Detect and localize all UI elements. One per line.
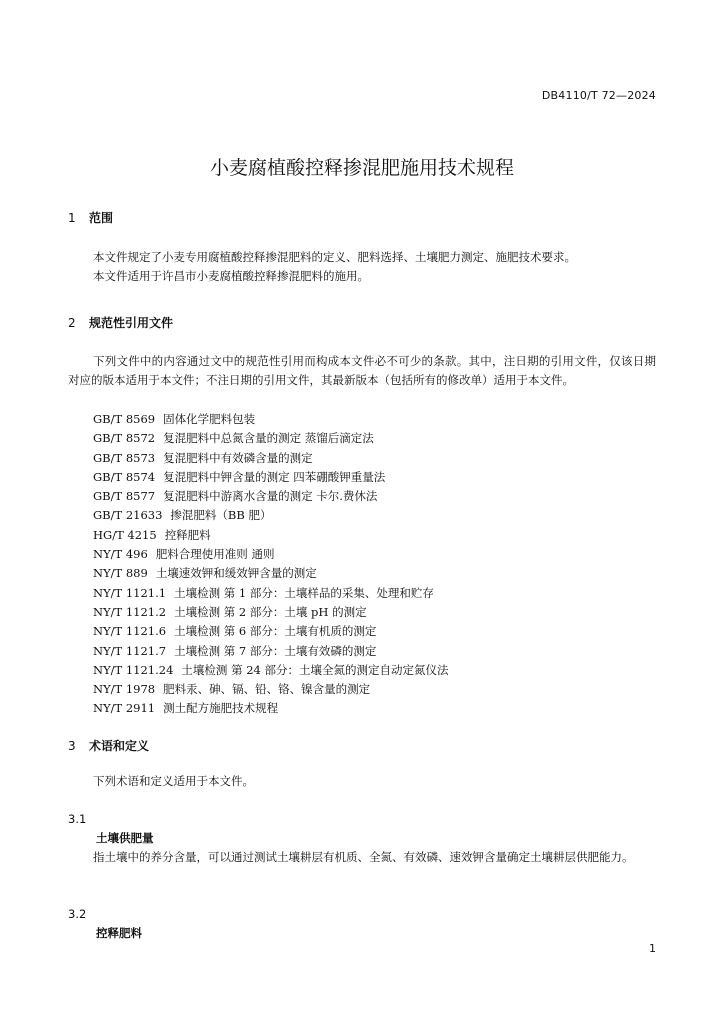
reference-list <box>93 410 653 719</box>
reference-code: GB/T 8577 <box>93 489 156 504</box>
reference-item <box>93 545 653 564</box>
scope-line-2: 本文件适用于许昌市小麦腐植酸控释掺混肥料的施用。 <box>93 269 369 283</box>
section-1-title: 范围 <box>89 211 114 225</box>
reference-code: GB/T 21633 <box>93 508 163 523</box>
reference-title: 肥料合理使用准则 通则 <box>155 547 275 562</box>
reference-title: 土壤检测 第 1 部分：土壤样品的采集、处理和贮存 <box>174 585 434 600</box>
section-2-title: 规范性引用文件 <box>89 316 174 330</box>
reference-title: 土壤检测 第 2 部分：土壤 pH 的测定 <box>174 604 367 619</box>
reference-item <box>93 564 653 583</box>
reference-title: 掺混肥料（BB 肥） <box>170 508 272 523</box>
section-3-heading <box>68 737 149 754</box>
term-3-1-definition: 指土壤中的养分含量，可以通过测试土壤耕层有机质、全氮、有效磷、速效钾含量确定土壤耕层供肥能力。 <box>93 850 634 864</box>
reference-title: 土壤速效钾和缓效钾含量的测定 <box>155 566 317 581</box>
reference-item <box>93 468 653 487</box>
reference-title: 固体化学肥料包装 <box>163 412 256 426</box>
reference-code: HG/T 4215 <box>93 527 157 542</box>
term-3-2-number: 3.2 <box>68 907 87 921</box>
term-3-1-number: 3.1 <box>68 812 87 826</box>
reference-code: NY/T 889 <box>93 566 148 581</box>
term-3-2-name: 控释肥料 <box>96 926 142 940</box>
document-title: 小麦腐植酸控释掺混肥施用技术规程 <box>209 157 514 179</box>
section-1-heading <box>68 209 113 226</box>
reference-title: 测土配方施肥技术规程 <box>163 701 279 716</box>
normative-reference-paragraph: 下列文件中的内容通过文中的规范性引用而构成本文件必不可少的条款。其中，注日期的引用文件，仅该日期对应的版本适用于本文件；不注日期的引用文件，其最新版本（包括所有的修改单）适用于本文件。 <box>68 354 656 387</box>
reference-code: NY/T 1978 <box>93 682 156 697</box>
reference-code: GB/T 8569 <box>93 412 156 426</box>
reference-title: 土壤检测 第 7 部分：土壤有效磷的测定 <box>174 643 377 658</box>
reference-item <box>93 526 653 545</box>
reference-item <box>93 622 653 641</box>
reference-code: NY/T 1121.24 <box>93 662 174 677</box>
reference-code: GB/T 8572 <box>93 431 156 446</box>
reference-item <box>93 603 653 622</box>
reference-code: NY/T 2911 <box>93 701 156 716</box>
section-2-heading <box>68 314 173 331</box>
reference-title: 土壤检测 第 6 部分：土壤有机质的测定 <box>174 624 377 639</box>
reference-code: GB/T 8573 <box>93 450 156 465</box>
reference-code: GB/T 8574 <box>93 469 156 484</box>
scope-line-1: 本文件规定了小麦专用腐植酸控释掺混肥料的定义、肥料选择、土壤肥力测定、施肥技术要求。 <box>93 250 576 264</box>
section-3-number: 3 <box>68 739 76 753</box>
document-code: DB4110/T 72—2024 <box>541 89 656 102</box>
reference-item <box>93 661 653 680</box>
reference-item <box>93 506 653 525</box>
reference-title: 复混肥料中有效磷含量的测定 <box>163 450 313 465</box>
reference-title: 土壤检测 第 24 部分：土壤全氮的测定自动定氮仪法 <box>181 662 449 677</box>
section-3-title: 术语和定义 <box>89 739 150 753</box>
reference-item <box>93 680 653 699</box>
reference-item <box>93 449 653 468</box>
reference-title: 控释肥料 <box>164 527 211 542</box>
reference-item <box>93 429 653 448</box>
reference-item <box>93 584 653 603</box>
reference-code: NY/T 1121.7 <box>93 643 167 658</box>
reference-code: NY/T 1121.1 <box>93 585 167 600</box>
reference-item <box>93 410 653 429</box>
reference-item <box>93 487 653 506</box>
reference-code: NY/T 496 <box>93 547 148 562</box>
reference-code: NY/T 1121.6 <box>93 624 167 639</box>
reference-item <box>93 699 653 718</box>
reference-title: 复混肥料中总氮含量的测定 蒸馏后滴定法 <box>163 431 374 446</box>
section-2-number: 2 <box>68 316 76 330</box>
reference-title: 肥料汞、砷、镉、铅、铬、镍含量的测定 <box>163 682 371 697</box>
reference-title: 复混肥料中游离水含量的测定 卡尔.费休法 <box>163 489 378 504</box>
page-number: 1 <box>649 942 656 955</box>
terms-intro: 下列术语和定义适用于本文件。 <box>93 774 254 788</box>
reference-item <box>93 642 653 661</box>
term-3-1-name: 土壤供肥量 <box>96 831 154 845</box>
section-1-number: 1 <box>68 211 76 225</box>
reference-code: NY/T 1121.2 <box>93 604 167 619</box>
reference-title: 复混肥料中钾含量的测定 四苯硼酸钾重量法 <box>163 469 386 484</box>
